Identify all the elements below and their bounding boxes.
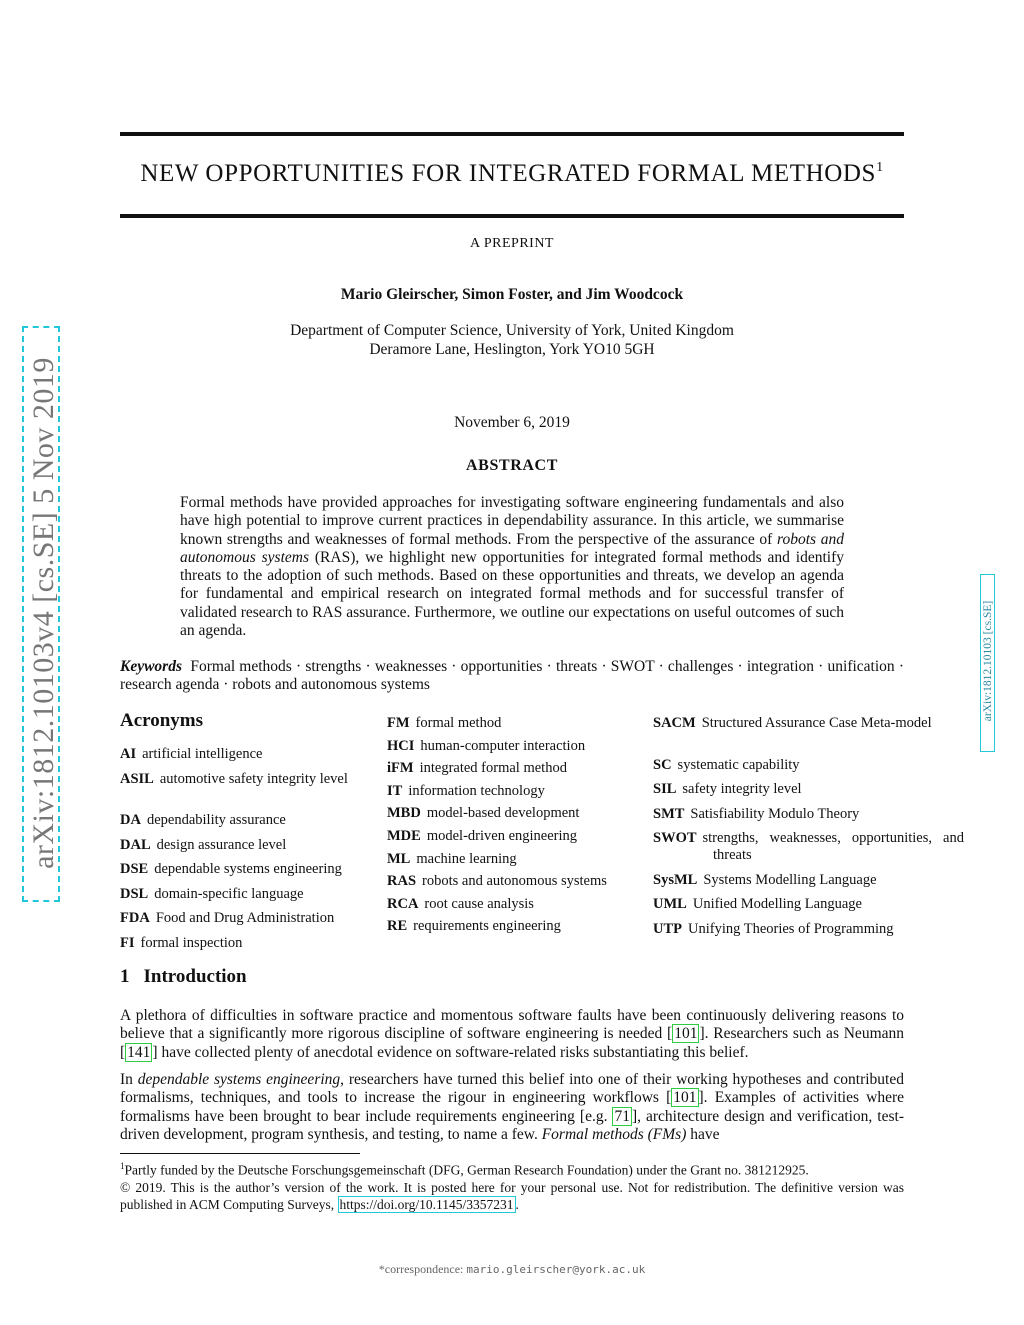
acronym-definition: dependability assurance — [146, 812, 286, 828]
acronym-definition: model-driven engineering — [426, 828, 578, 844]
acronym-definition: root cause analysis — [424, 895, 534, 912]
acronym-abbr: UML — [653, 896, 687, 912]
acronym-entry — [653, 921, 964, 938]
intro-paragraph-2: In dependable systems engineering, researchers have turned this belief into one of their working hypotheses and contributed formalisms, techniques, and tools to increase the rigour in engineering workflows [ 101 ]. Examples of activities where formalisms have been brought to bear include requirements engineering [e.g. 71 ], architecture design and verification, test-driven development, program synthesis, and testing, to name a few. Formal methods (FMs) have — [120, 1071, 904, 1143]
acronym-entry — [387, 828, 623, 845]
acronym-entry — [653, 896, 904, 913]
acronym-definition: machine learning — [416, 850, 517, 867]
intro-paragraph-1: A plethora of difficulties in software practice and momentous software faults have been continuously delivering reasons to believe that a significantly more rigorous discipline of software engineering is needed [ 101 ]. Researchers such as Neumann [ 141 ] have collected plenty of anecdotal evidence on software-related risks substantiating this belief. — [120, 1007, 905, 1061]
acronym-definition: robots and autonomous systems — [422, 873, 607, 890]
acronym-abbr: IT — [387, 782, 403, 799]
acronym-abbr: SIL — [653, 781, 677, 797]
footnote-rule — [120, 1153, 360, 1154]
acronym-abbr: ASIL — [120, 770, 154, 787]
acronym-definition: design assurance level — [156, 836, 287, 853]
acronym-entry — [387, 760, 623, 777]
acronym-definition: Food and Drug Administration — [155, 910, 335, 926]
acronym-entry — [120, 935, 360, 952]
acronym-definition: formal method — [415, 715, 502, 731]
acronym-entry — [120, 746, 360, 763]
acronym-entry — [387, 738, 623, 755]
acronym-abbr: DAL — [120, 836, 151, 853]
acronym-abbr: RE — [387, 918, 408, 935]
citation-link[interactable]: 71 — [614, 1107, 630, 1125]
acronym-entry — [387, 918, 623, 935]
acronym-entry — [653, 715, 964, 732]
acronym-abbr: FI — [120, 934, 135, 951]
acronym-entry — [387, 851, 623, 868]
acronym-definition: artificial intelligence — [142, 746, 263, 762]
affiliation — [0, 321, 1024, 359]
acronym-entry — [653, 830, 964, 864]
acronym-entry — [653, 806, 904, 823]
acronym-definition: dependable systems engineering — [154, 861, 342, 877]
correspondence-email[interactable]: mario.gleirscher@york.ac.uk — [466, 1263, 646, 1276]
keywords-label: Keywords — [120, 658, 182, 675]
acronym-entry — [387, 873, 623, 890]
acronym-abbr: SC — [653, 756, 672, 773]
title-footnote-mark: 1 — [876, 160, 884, 175]
acronym-definition: model-based development — [426, 805, 580, 822]
acronym-entry — [653, 781, 904, 798]
citation-link[interactable]: 141 — [127, 1043, 151, 1061]
acronym-definition: information technology — [408, 782, 545, 799]
acronym-definition: requirements engineering — [413, 918, 561, 935]
acronym-abbr: SACM — [653, 715, 696, 731]
keywords — [120, 658, 904, 695]
citation-link[interactable]: 101 — [674, 1025, 698, 1043]
correspondence: *correspondence: mario.gleirscher@york.ac.uk — [378, 1262, 646, 1276]
acronym-abbr: UTP — [653, 920, 682, 937]
acronym-definition: Satisfiability Modulo Theory — [690, 805, 860, 822]
arxiv-side-link-text: arXiv:1812.10103 [cs.SE] — [982, 600, 994, 722]
preprint-label: A PREPRINT — [470, 236, 554, 251]
acronym-entry — [120, 886, 360, 903]
acronym-definition: systematic capability — [677, 756, 800, 773]
abstract-text: Formal methods have provided approaches for investigating software engineering fundamentals and also have high potential to improve current practices in dependability assurance. In this article, we summarise known strengths and weaknesses of formal methods. From the perspective of the assurance of robots and autonomous systems (RAS), we highlight new opportunities for integrated formal methods and identify threats to the adoption of such methods. Based on these opportunities and threats, we develop an agenda for fundamental and empirical research on integrated formal methods and for successful transfer of validated research to RAS assurance. Furthermore, we outline our expectations on useful outcomes of such an agenda. — [180, 494, 845, 640]
acronym-definition: formal inspection — [140, 934, 243, 951]
footnote-mark: 1 — [120, 1161, 125, 1171]
acronym-definition: human-computer interaction — [420, 737, 586, 754]
acronym-abbr: AI — [120, 746, 137, 762]
acronym-entry — [387, 896, 623, 913]
section-heading-introduction: 1 Introduction — [120, 966, 247, 987]
acronym-definition: domain-specific language — [154, 885, 304, 902]
acronym-definition: safety integrity level — [682, 781, 802, 797]
arxiv-side-stamp[interactable] — [22, 326, 60, 902]
paper-title: NEW OPPORTUNITIES FOR INTEGRATED FORMAL METHODS$^1$ — [140, 160, 884, 187]
acronym-definition: strengths, weaknesses, opportunities, and threats — [702, 830, 964, 863]
acronym-abbr: HCI — [387, 737, 415, 754]
acronym-abbr: MBD — [387, 805, 421, 822]
footnote: $^1$Partly funded by the Deutsche Forschungsgemeinschaft (DFG, German Research Foundation) under the Grant no. 381212925. © 2019. This is the author’s version of the work. It is posted here for your personal use. Not for redistribution. The definitive version was published in ACM Computing Surveys, https://doi.org/10.1145/3357231 . — [120, 1161, 904, 1212]
doi-link[interactable]: https://doi.org/10.1145/3357231 — [339, 1196, 514, 1212]
acronym-entry — [387, 783, 623, 800]
acronym-abbr: iFM — [387, 760, 414, 777]
acronym-entry — [653, 757, 904, 774]
keywords-list: Formal methods · strengths · weaknesses · opportunities · threats · SWOT · challenges · integration · unification · research agenda · robots and autonomous systems — [120, 658, 905, 694]
acronym-abbr: RCA — [387, 895, 419, 912]
acronym-abbr: SMT — [653, 805, 685, 822]
acronym-definition: integrated formal method — [419, 760, 567, 777]
acronym-entry — [653, 872, 904, 889]
title-rule-bottom — [120, 214, 904, 218]
acronym-entry — [387, 805, 623, 822]
acronym-entry — [120, 861, 360, 878]
affiliation-line-2: Deramore Lane, Heslington, York YO10 5GH — [369, 341, 655, 358]
acronym-entry — [120, 910, 360, 927]
arxiv-side-id: arXiv:1812.10103v4 [cs.SE] 5 Nov 2019 — [27, 357, 60, 869]
acronym-abbr: RAS — [387, 873, 417, 890]
acronym-definition: Structured Assurance Case Meta-model — [701, 715, 932, 731]
acronym-definition: automotive safety integrity level — [159, 770, 348, 787]
arxiv-side-link[interactable] — [980, 574, 995, 752]
acronym-abbr: FDA — [120, 910, 150, 926]
citation-link[interactable]: 101 — [673, 1089, 697, 1107]
acronym-entry — [120, 812, 360, 829]
authors: Mario Gleirscher, Simon Foster, and Jim Woodcock — [340, 286, 684, 303]
acronym-entry — [120, 771, 420, 788]
acronym-abbr: DSL — [120, 885, 149, 902]
acronym-abbr: MDE — [387, 828, 421, 844]
acronym-abbr: FM — [387, 715, 410, 731]
abstract-heading: ABSTRACT — [466, 457, 558, 474]
paper-date: November 6, 2019 — [454, 414, 570, 431]
affiliation-line-1: Department of Computer Science, University of York, United Kingdom — [290, 322, 734, 339]
acronym-abbr: ML — [387, 850, 411, 867]
acronyms-heading: Acronyms — [120, 710, 204, 731]
acronym-definition: Systems Modelling Language — [703, 871, 877, 888]
acronym-abbr: SWOT — [653, 830, 697, 846]
acronym-definition: Unifying Theories of Programming — [688, 920, 894, 937]
acronym-abbr: DSE — [120, 861, 149, 877]
acronym-entry — [120, 837, 360, 854]
acronym-entry — [387, 715, 623, 732]
acronym-definition: Unified Modelling Language — [692, 896, 862, 912]
title-rule-top — [120, 132, 904, 136]
acronym-abbr: DA — [120, 812, 141, 828]
acronym-abbr: SysML — [653, 871, 698, 888]
